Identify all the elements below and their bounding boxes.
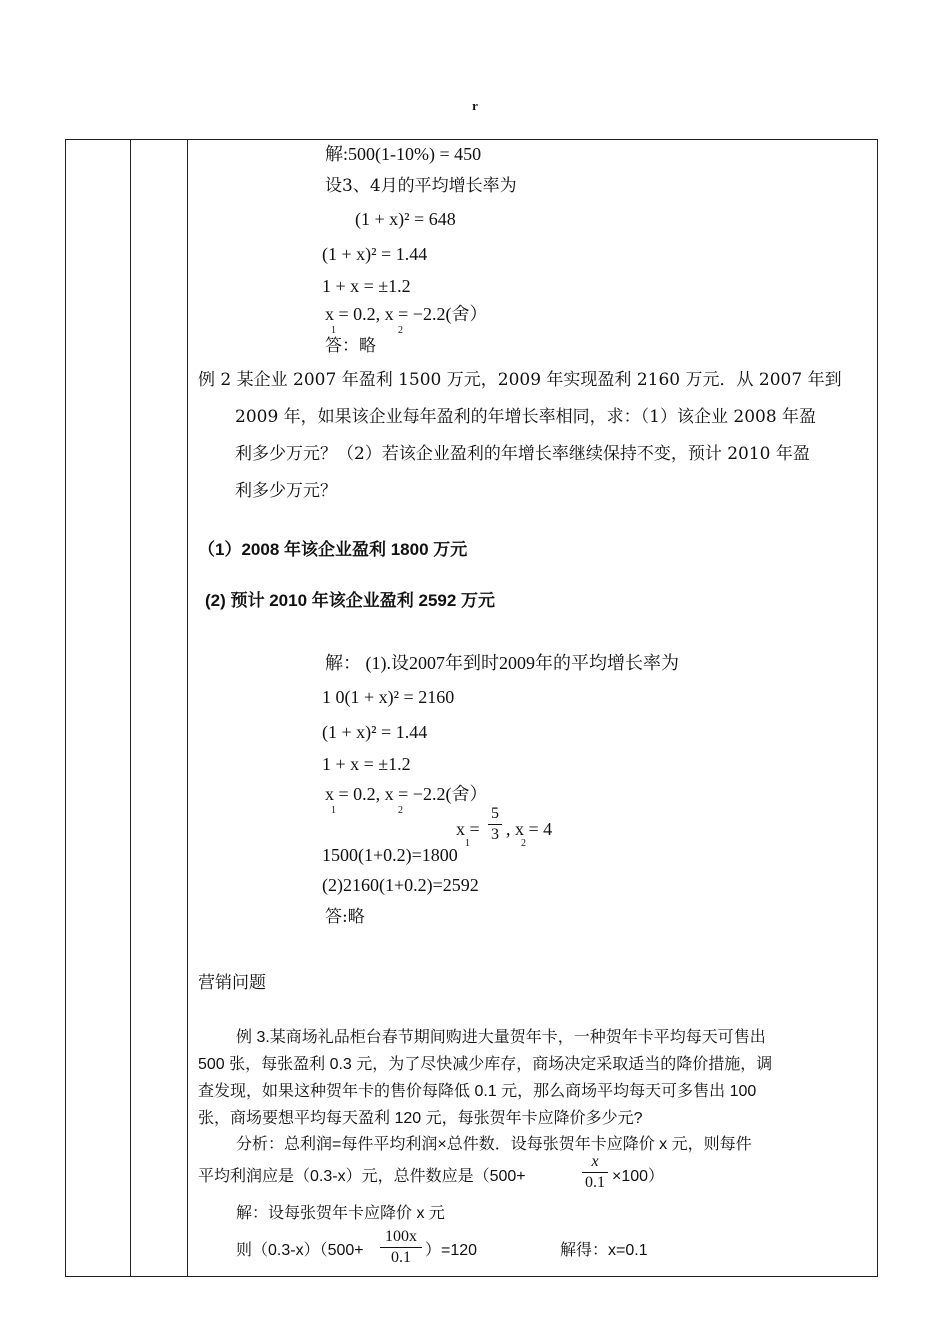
analysis-line2-a: 平均利润应是（0.3-x）元，总件数应是（500+ [198, 1168, 526, 1185]
sol2-sub1: 1 [331, 805, 336, 816]
equation-a: 则（0.3-x）（500+ [236, 1242, 364, 1259]
analysis-frac-den: 0.1 [585, 1174, 605, 1191]
equation-frac-num: 100x [385, 1228, 417, 1245]
example2-line3: 利多少万元？（2）若该企业盈利的年增长率继续保持不变，预计 2010 年盈 [235, 444, 810, 464]
page-header-mark: r [472, 98, 478, 113]
sol2-frac-sub2: 2 [521, 838, 526, 849]
example3-line1: 例 3.某商场礼品柜台春节期间购进大量贺年卡，一种贺年卡平均每天可售出 [236, 1029, 766, 1046]
sol1-sub1: 1 [331, 325, 336, 336]
sol1-line3: (1 + x)² = 648 [355, 209, 456, 229]
sol2-line2: 1 0(1 + x)² = 2160 [322, 687, 455, 707]
sol2-frac-sub1: 1 [465, 838, 470, 849]
sol1-line2: 设3、4月的平均增长率为 [325, 176, 517, 196]
equation-b: ）=120 [425, 1242, 478, 1259]
sol1-line4: (1 + x)² = 1.44 [322, 244, 428, 264]
sol2-line6: 1500(1+0.2)=1800 [322, 845, 458, 865]
example3-line4: 张，商场要想平均每天盈利 120 元，每张贺年卡应降价多少元? [198, 1110, 643, 1127]
answer-1: （1）2008 年该企业盈利 1800 万元 [198, 540, 468, 559]
sol2-frac-rhs: , x = 4 [506, 819, 553, 839]
equation-fraction [380, 1228, 422, 1267]
sol1-line1: 解:500(1-10%) = 450 [325, 144, 482, 164]
example3-line2: 500 张，每张盈利 0.3 元，为了尽快减少库存，商场决定采取适当的降价措施，调 [198, 1056, 773, 1073]
sol2-sub2: 2 [398, 805, 403, 816]
fraction-bar [582, 1172, 608, 1173]
analysis-fraction [582, 1153, 608, 1192]
sol2-line7: (2)2160(1+0.2)=2592 [322, 875, 479, 895]
column-divider-1 [130, 140, 131, 1276]
equation-result: 解得：x=0.1 [560, 1242, 648, 1259]
sol2-fraction [488, 805, 502, 844]
analysis-frac-num: x [591, 1153, 599, 1170]
sol2-line5: x = 0.2, x = −2.2(舍） [325, 784, 488, 804]
sol2-frac-lhs: x = [456, 819, 480, 839]
sol2-line1: 解： (1).设2007年到时2009年的平均增长率为 [325, 653, 679, 673]
column-divider-2 [187, 140, 188, 1276]
section-heading-marketing: 营销问题 [198, 973, 266, 993]
example2-line2: 2009 年，如果该企业每年盈利的年增长率相同，求：（1）该企业 2008 年盈 [235, 407, 817, 427]
answer-2: (2) 预计 2010 年该企业盈利 2592 万元 [205, 591, 496, 610]
sol2-line3: (1 + x)² = 1.44 [322, 722, 428, 742]
analysis-line2-b: ×100） [612, 1168, 665, 1185]
analysis-line1: 分析：总利润=每件平均利润×总件数．设每张贺年卡应降价 x 元，则每件 [236, 1136, 752, 1153]
solution-line: 解：设每张贺年卡应降价 x 元 [236, 1205, 445, 1222]
example2-line1: 例 2 某企业 2007 年盈利 1500 万元，2009 年实现盈利 2160 万元．从 2007 年到 [198, 370, 842, 390]
fraction-bar [380, 1247, 422, 1248]
example2-line4: 利多少万元？ [235, 481, 337, 501]
sol2-frac-den: 3 [491, 826, 499, 843]
sol1-answer: 答：略 [325, 336, 376, 356]
sol2-frac-num: 5 [491, 805, 499, 822]
sol1-line5: 1 + x = ±1.2 [322, 276, 411, 296]
sol2-answer: 答:略 [325, 907, 365, 927]
fraction-bar [488, 824, 502, 825]
equation-frac-den: 0.1 [391, 1249, 411, 1266]
example3-line3: 查发现，如果这种贺年卡的售价每降低 0.1 元，那么商场平均每天可多售出 100 [198, 1083, 757, 1100]
sol2-line4: 1 + x = ±1.2 [322, 754, 411, 774]
sol1-sub2: 2 [398, 325, 403, 336]
sol1-line6: x = 0.2, x = −2.2(舍） [325, 304, 488, 324]
